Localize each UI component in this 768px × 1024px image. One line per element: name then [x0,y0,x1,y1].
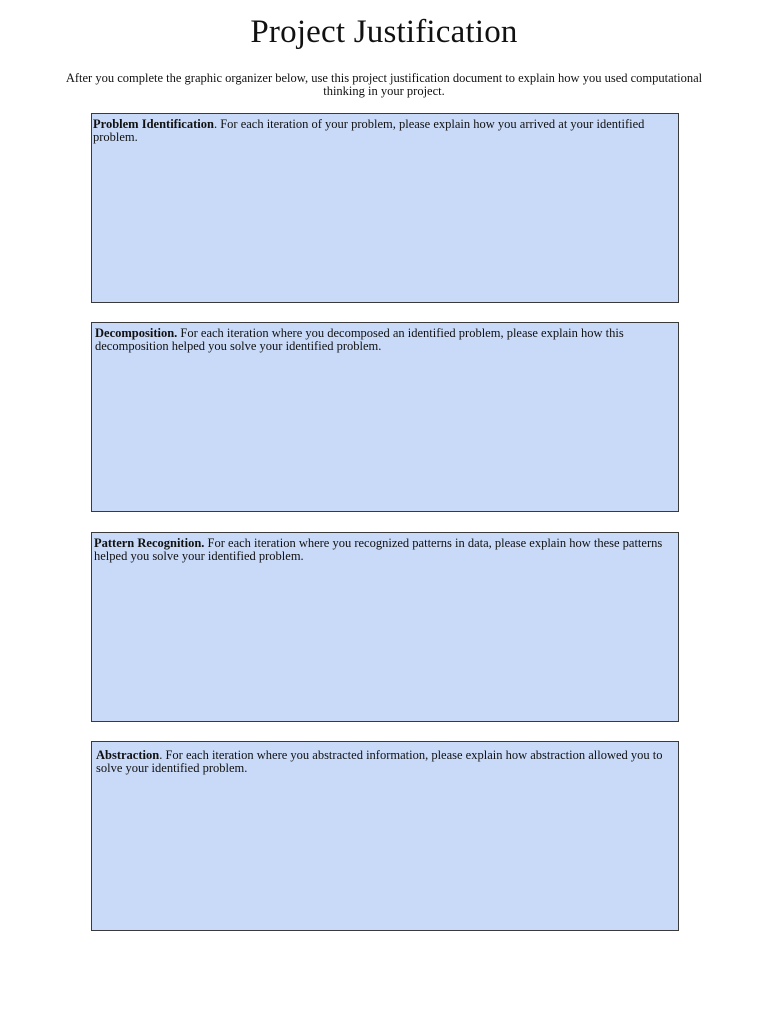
pattern-recognition-box[interactable] [91,532,679,722]
section-heading: Abstraction [96,748,160,762]
section-heading: Problem Identification [93,117,214,131]
abstraction-box[interactable] [91,741,679,931]
intro-text: After you complete the graphic organizer below, use this project justification document to explain how you used computational thinking in your project. [65,71,703,98]
section-prompt: . For each iteration of your problem, please explain how you arrived at your identified problem. [93,117,645,144]
section-prompt: . For each iteration where you abstracted information, please explain how abstraction allowed you to solve your identified problem. [96,748,663,775]
section-heading: Decomposition. [95,326,178,340]
section-heading: Pattern Recognition. [94,536,205,550]
decomposition-box[interactable] [91,322,679,512]
page-title: Project Justification [250,14,518,50]
section-prompt: For each iteration where you decomposed an identified problem, please explain how this decomposition helped you solve your identified problem. [95,326,624,353]
problem-identification-box[interactable] [91,113,679,303]
section-prompt: For each iteration where you recognized patterns in data, please explain how these patterns helped you solve your identified problem. [94,536,663,563]
